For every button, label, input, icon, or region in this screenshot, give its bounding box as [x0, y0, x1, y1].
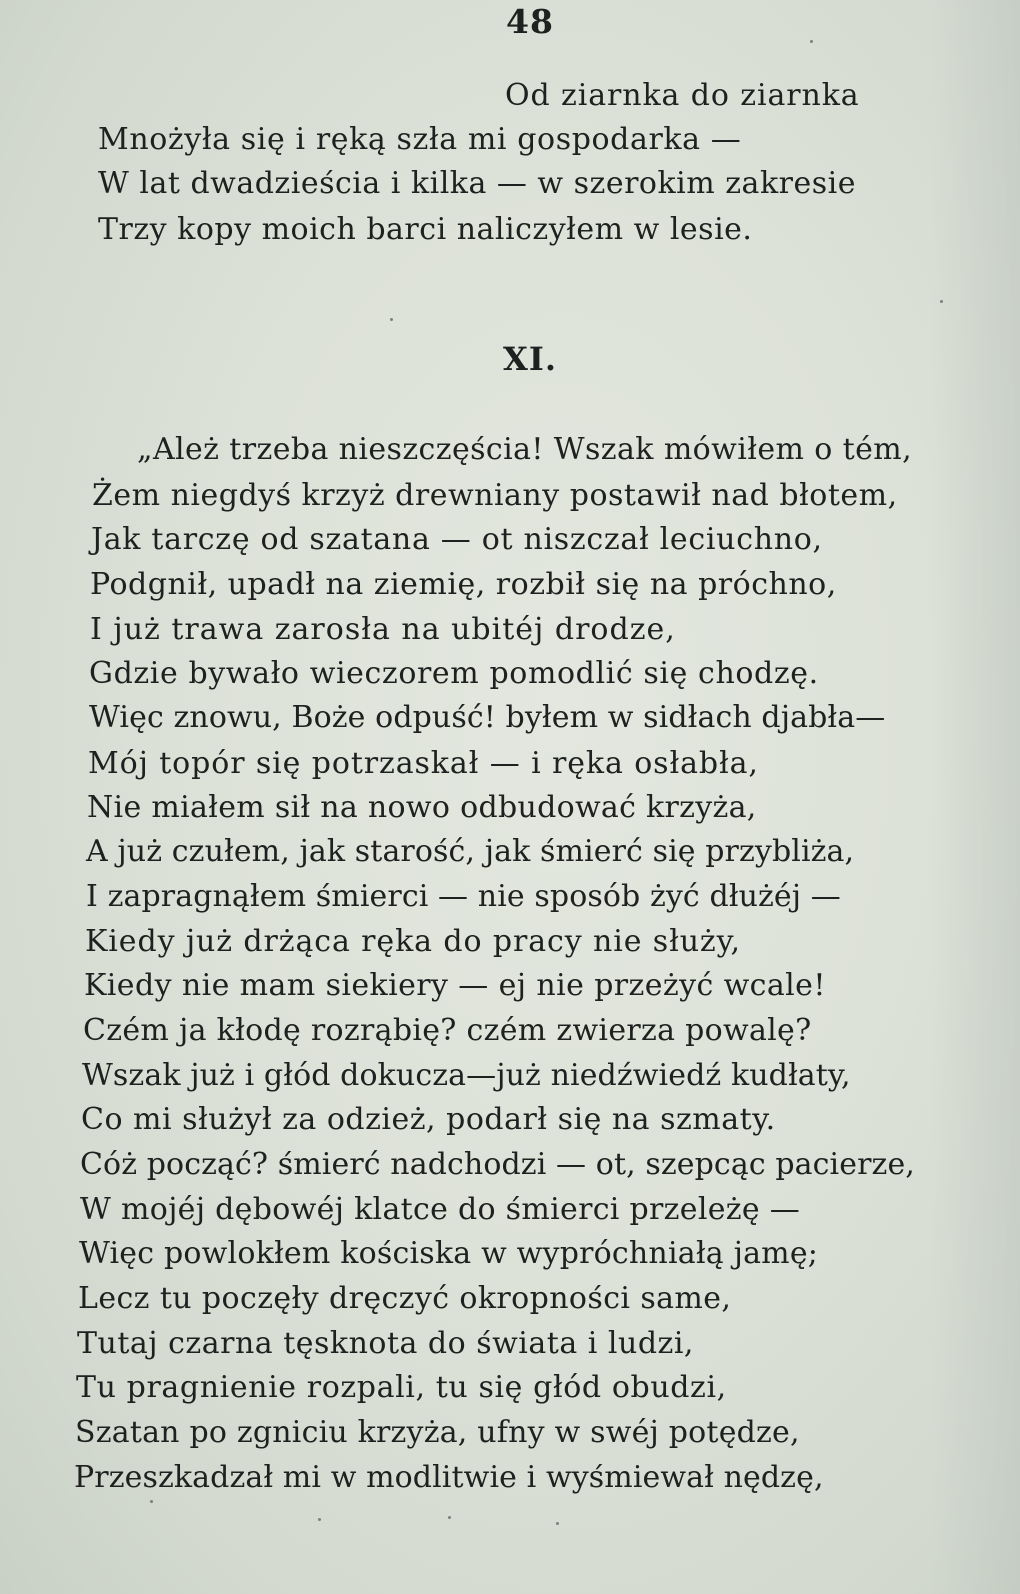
poem-line: Wszak już i głód dokucza—już niedźwiedź kudłaty,	[82, 1058, 851, 1093]
poem-line: Szatan po zgniciu krzyża, ufny w swéj potędze,	[75, 1415, 800, 1450]
paper-speck	[556, 1522, 559, 1525]
poem-line: Kiedy nie mam siekiery — ej nie przeżyć wcale!	[84, 968, 826, 1003]
poem-line: I zapragnąłem śmierci — nie sposób żyć dłużéj —	[86, 879, 841, 914]
paper-speck	[448, 1516, 451, 1519]
paper-speck	[940, 300, 943, 303]
poem-line: Mój topór się potrzaskał — i ręka osłabła,	[88, 746, 759, 781]
poem-line: Tu pragnienie rozpali, tu się głód obudzi,	[76, 1370, 727, 1405]
poem-line: W lat dwadzieścia i kilka — w szerokim zakresie	[98, 166, 856, 201]
section-heading: XI.	[503, 340, 557, 378]
poem-line: Od ziarnka do ziarnka	[505, 78, 860, 113]
poem-line: Podgnił, upadł na ziemię, rozbił się na próchno,	[90, 567, 837, 602]
poem-line: Żem niegdyś krzyż drewniany postawił nad błotem,	[92, 478, 898, 513]
poem-line: Kiedy już drżąca ręka do pracy nie służy,	[85, 924, 741, 959]
poem-line: „Ależ trzeba nieszczęścia! Wszak mówiłem o tém,	[137, 432, 913, 467]
poem-line: Więc znowu, Boże odpuść! byłem w sidłach djabła—	[89, 700, 886, 735]
paper-speck	[318, 1518, 321, 1521]
poem-line: Więc powlokłem kościska w wypróchniałą jamę;	[79, 1236, 819, 1271]
poem-line: Cóż począć? śmierć nadchodzi — ot, szepcąc pacierze,	[80, 1147, 915, 1182]
page-edge-shadow	[930, 0, 1020, 1594]
poem-line: Co mi służył za odzież, podarł się na szmaty.	[81, 1102, 776, 1137]
poem-line: Czém ja kłodę rozrąbię? czém zwierza powalę?	[83, 1013, 812, 1048]
poem-line: Gdzie bywało wieczorem pomodlić się chodzę.	[89, 656, 819, 691]
poem-line: Mnożyła się i ręką szła mi gospodarka —	[98, 122, 742, 157]
poem-line: Przeszkadzał mi w modlitwie i wyśmiewał nędzę,	[74, 1460, 824, 1495]
paper-speck	[390, 318, 393, 321]
poem-line: Tutaj czarna tęsknota do świata i ludzi,	[77, 1326, 694, 1361]
paper-speck	[150, 1500, 153, 1503]
page-number: 48	[506, 2, 554, 41]
poem-line: Jak tarczę od szatana — ot niszczał leciuchno,	[91, 522, 823, 557]
paper-speck	[810, 40, 813, 43]
poem-line: Trzy kopy moich barci naliczyłem w lesie.	[98, 212, 753, 247]
poem-line: Lecz tu poczęły dręczyć okropności same,	[78, 1281, 732, 1316]
poem-line: W mojéj dębowéj klatce do śmierci przeleżę —	[80, 1192, 801, 1227]
poem-line: A już czułem, jak starość, jak śmierć się przybliża,	[86, 834, 855, 869]
poem-line: Nie miałem sił na nowo odbudować krzyża,	[87, 790, 757, 825]
poem-line: I już trawa zarosła na ubitéj drodze,	[90, 612, 676, 647]
